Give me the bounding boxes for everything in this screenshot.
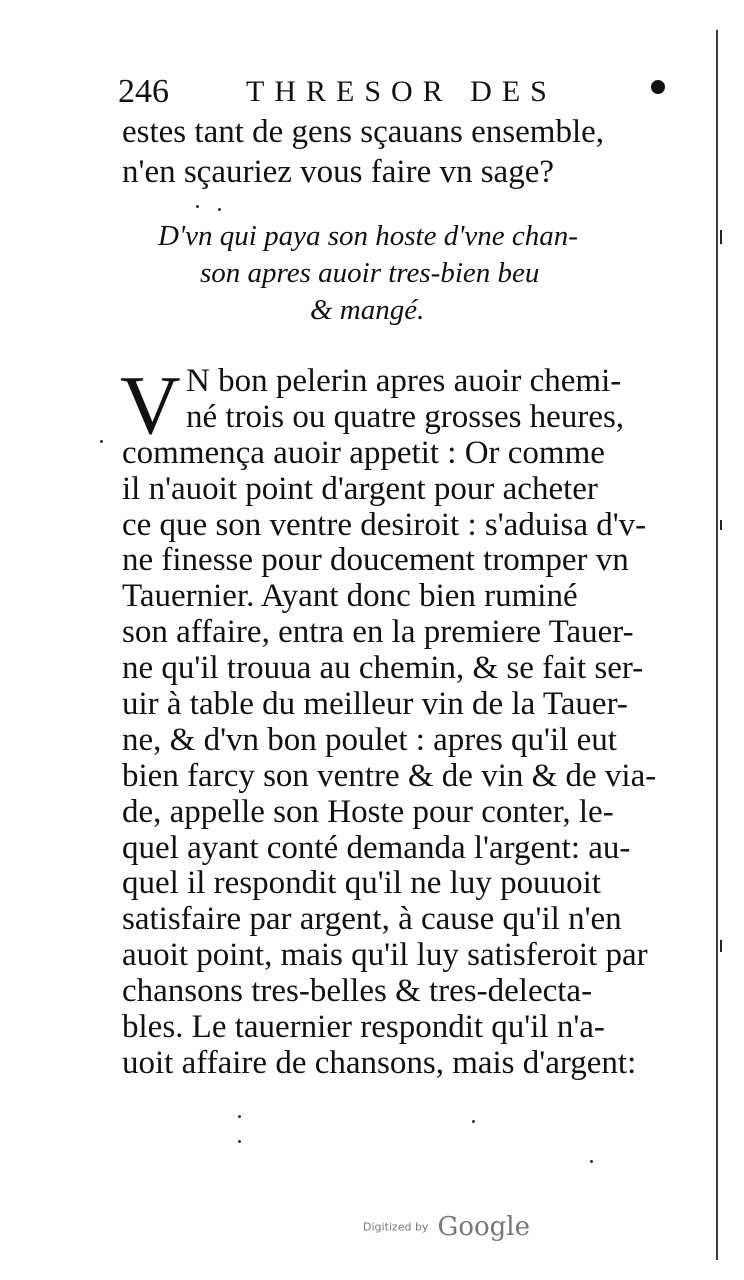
text-line: auoit point, mais qu'il luy satisferoit par	[122, 937, 648, 974]
text-line: Tauernier. Ayant donc bien ruminé	[122, 578, 578, 615]
ink-speck	[472, 1120, 475, 1123]
text-line: de, appelle son Hoste pour conter, le-	[122, 793, 614, 830]
heading-line: D'vn qui paya son hoste d'vne chan-	[158, 220, 578, 252]
ink-speck	[196, 205, 199, 208]
heading-line: & mangé.	[310, 294, 425, 326]
text-line: son affaire, entra en la premiere Tauer-	[122, 614, 634, 651]
text-line: ne, & d'vn bon poulet : apres qu'il eut	[122, 721, 617, 758]
text-line: bles. Le tauernier respondit qu'il n'a-	[122, 1009, 605, 1046]
page-edge-line	[716, 30, 718, 1260]
text-line: il n'auoit point d'argent pour acheter	[122, 470, 598, 507]
text-line: satisfaire par argent, à cause qu'il n'en	[122, 901, 622, 938]
text-line: n'en sçauriez vous faire vn sage?	[122, 154, 554, 190]
digitized-label: Digitized by	[363, 1220, 429, 1234]
text-line: estes tant de gens sçauans ensemble,	[122, 114, 605, 150]
continuation-text	[122, 112, 604, 192]
text-line: quel il respondit qu'il ne luy pouuoit	[122, 865, 601, 902]
ink-speck	[590, 1160, 593, 1163]
body-text	[120, 359, 657, 1082]
text-line: quel ayant conté demanda l'argent: au-	[122, 829, 631, 866]
text-line: né trois ou quatre grosses heures,	[186, 398, 625, 435]
text-line: bien farcy son ventre & de vin & de via-	[122, 757, 657, 794]
text-line: N bon pelerin apres auoir chemi-	[186, 363, 622, 399]
text-line: commença auoir appetit : Or comme	[122, 434, 605, 471]
edge-mark	[720, 940, 722, 952]
text-line: ce que son ventre desiroit : s'aduisa d'v-	[122, 506, 647, 543]
running-header	[118, 72, 558, 112]
running-title: THRESOR DES	[246, 75, 557, 108]
edge-mark	[720, 230, 722, 244]
text-line: ne qu'il trouua au chemin, & se fait ser-	[122, 650, 644, 687]
text-line: chansons tres-belles & tres-delecta-	[122, 973, 593, 1010]
text-line: ne finesse pour doucement tromper vn	[122, 542, 629, 579]
text-line: uir à table du meilleur vin de la Tauer-	[122, 686, 628, 723]
heading-line: son apres auoir tres-bien beu	[200, 257, 540, 289]
edge-mark	[720, 520, 722, 530]
ink-speck	[218, 208, 221, 211]
google-logo: Google	[437, 1212, 530, 1242]
text-line: uoit affaire de chansons, mais d'argent:	[122, 1044, 637, 1081]
ink-speck	[238, 1115, 241, 1118]
ink-blot	[651, 80, 665, 94]
digitized-watermark	[363, 1212, 530, 1242]
page-number: 246	[118, 73, 169, 110]
drop-cap: V	[120, 359, 181, 452]
ink-speck	[238, 1140, 241, 1143]
ink-speck	[100, 440, 103, 443]
